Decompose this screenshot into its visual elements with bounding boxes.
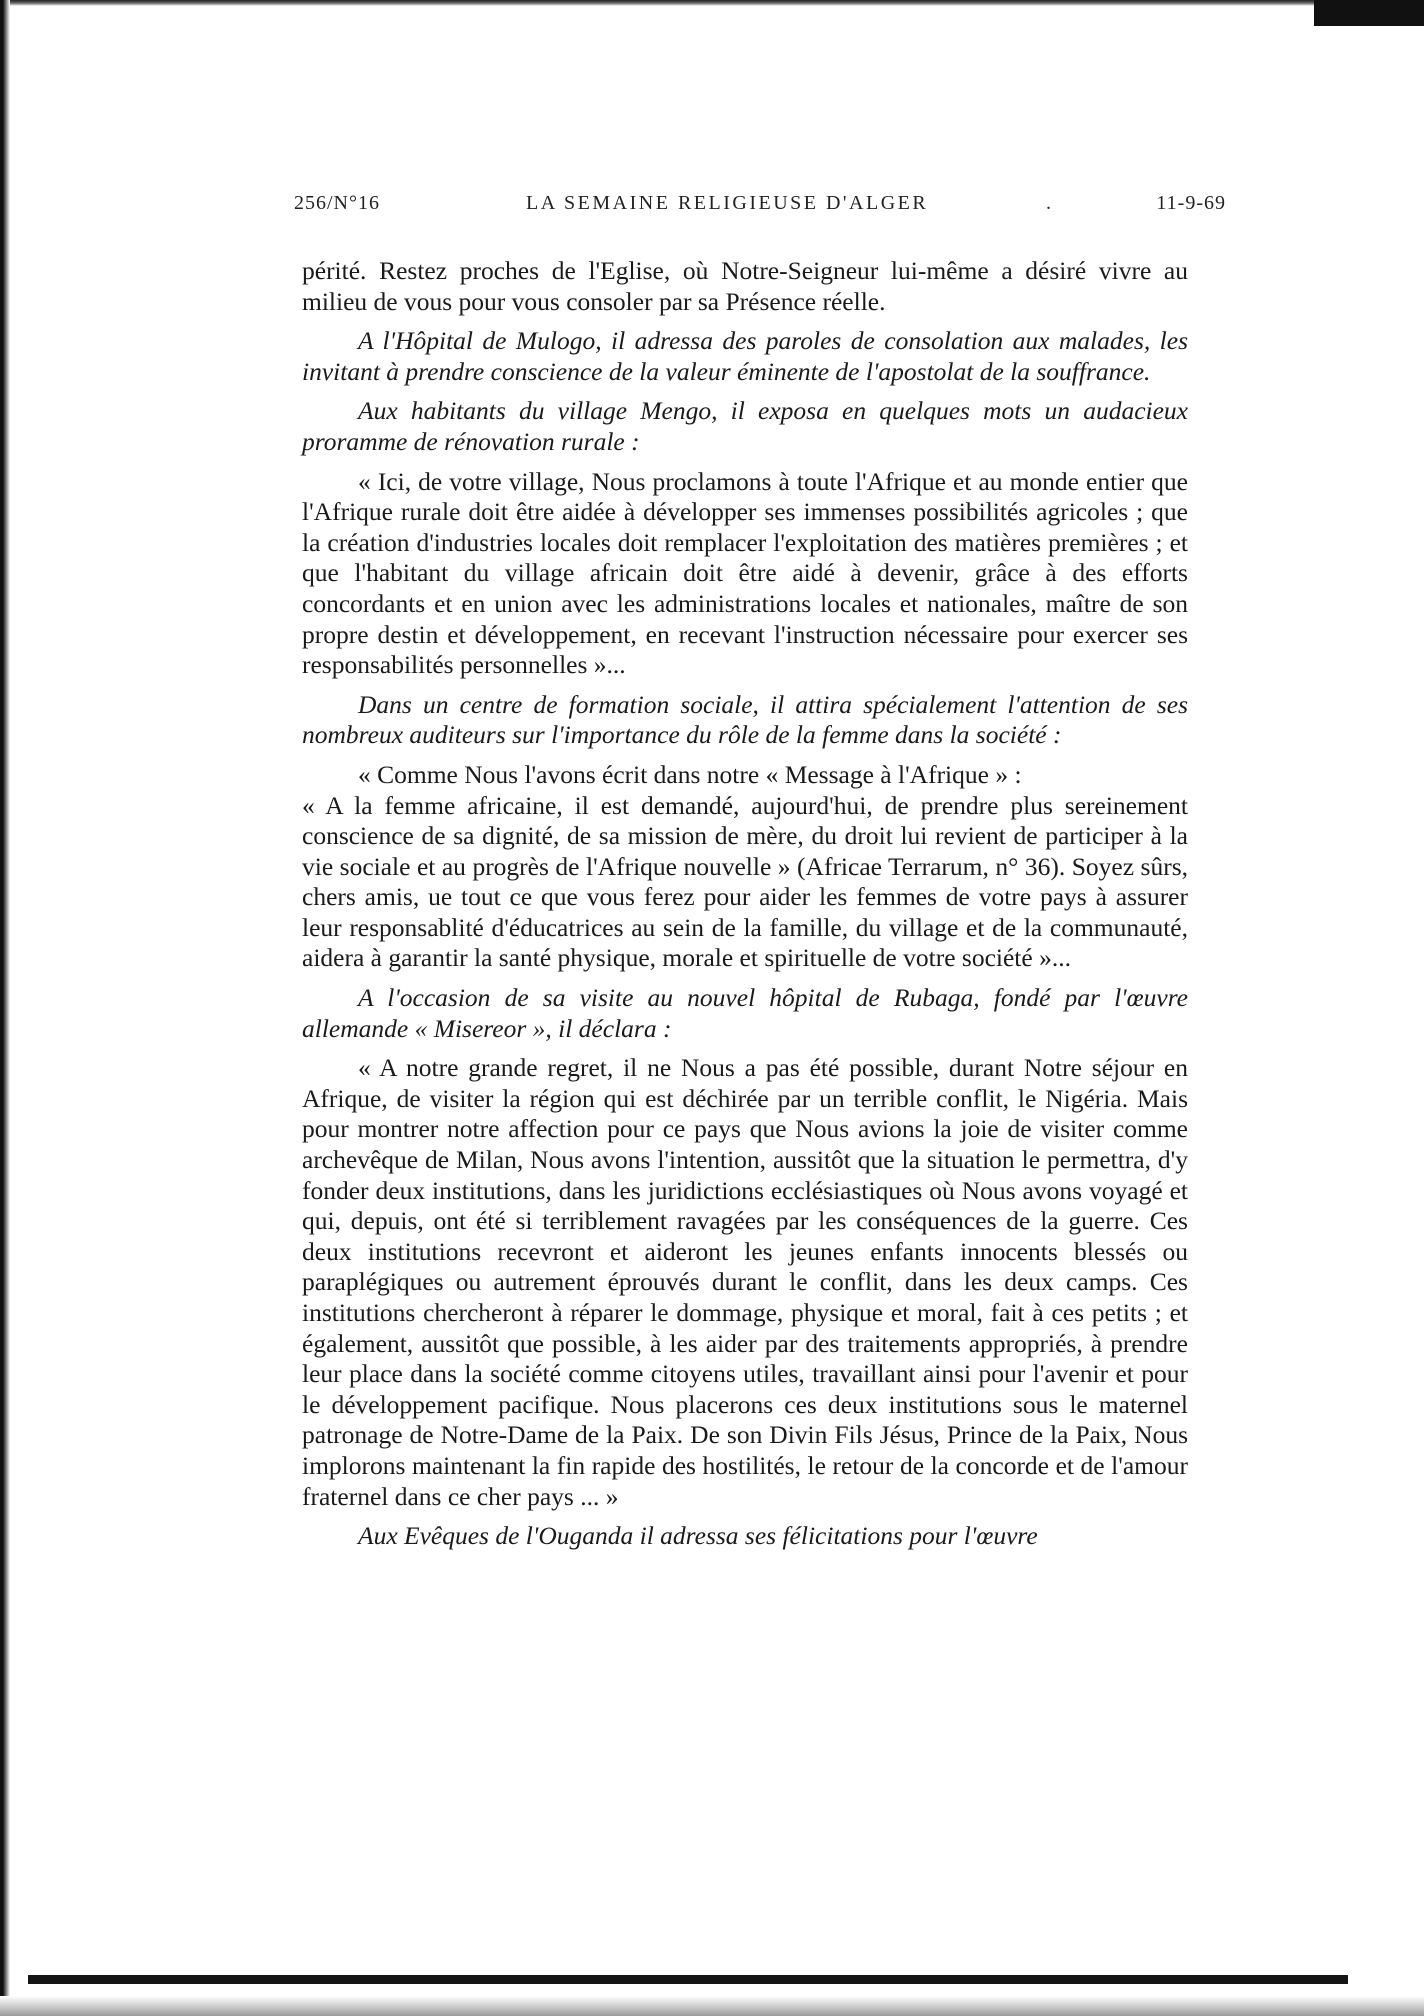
publication-title: LA SEMAINE RELIGIEUSE D'ALGER — [526, 192, 929, 214]
quotation-paragraph: « Ici, de votre village, Nous proclamons à toute l'Afrique et au monde entier que l'Afrique rurale doit être aidée à développer ses immenses possibilités agricoles ; que la création d'industries locales doit remplacer l'exploitation des matières premières ; et que l'habitant du village africain doit être aidé à devenir, grâce à des efforts concordants et en union avec les administrations locales et nationales, maître de son propre destin et développement, en recevant l'instruction nécessaire pour exercer ses responsabilités personnelles »... — [302, 466, 1188, 680]
scan-bottom-edge — [0, 1996, 1424, 2016]
paragraph-italic: A l'Hôpital de Mulogo, il adressa des paroles de consolation aux malades, les invitant à prendre conscience de la valeur éminente de l'apostolat de la souffrance. — [302, 326, 1188, 386]
scan-bottom-rule — [28, 1975, 1348, 1984]
quotation-paragraph: « A notre grande regret, il ne Nous a pas été possible, durant Notre séjour en Afrique, de visiter la région qui est déchirée par un terrible conflit, le Nigéria. Mais pour montrer notre affection pour ce pays que Nous avions la joie de visiter comme archevêque de Milan, Nous avons l'intention, aussitôt que la situation le permettra, d'y fonder deux institutions, dans les juridictions ecclésiastiques où Nous avons voyagé et qui, depuis, ont été si terriblement ravagées par les conséquences de la guerre. Ces deux institutions recevront et aideront les jeunes enfants innocents blessés ou paraplégiques ou autrement éprouvés durant le conflit, dans les deux camps. Ces institutions chercheront à réparer le dommage, physique et moral, fait à ces petits ; et également, aussitôt que possible, à les aider par des traitements appropriés, à prendre leur place dans la société comme citoyens utiles, travaillant ainsi pour l'avenir et pour le développement pacifique. Nous placerons ces deux institutions sous le maternel patronage de Notre-Dame de la Paix. De son Divin Fils Jésus, Prince de la Paix, Nous implorons maintenant la fin rapide des hostilités, le retour de la concorde et de l'amour fraternel dans ce cher pays ... » — [302, 1053, 1188, 1511]
paragraph: périté. Restez proches de l'Eglise, où Notre-Seigneur lui-même a désiré vivre au milieu de vous pour vous consoler par sa Présence réelle. — [302, 256, 1188, 316]
paragraph-italic: Aux Evêques de l'Ouganda il adressa ses félicitations pour l'œuvre — [358, 1521, 1038, 1551]
scan-left-edge — [0, 0, 10, 2016]
article-body — [302, 256, 1188, 1561]
paragraph-italic: Aux habitants du village Mengo, il exposa en quelques mots un audacieux proramme de rénovation rurale : — [302, 396, 1188, 456]
paragraph-italic: Dans un centre de formation sociale, il attira spécialement l'attention de ses nombreux auditeurs sur l'importance du rôle de la femme dans la société : — [302, 689, 1188, 750]
quotation-paragraph: « A la femme africaine, il est demandé, aujourd'hui, de prendre plus sereinement conscience de sa dignité, de sa mission de mère, du droit lui revient de participer à la vie sociale et au progrès de l'Afrique nouvelle » (Africae Terrarum, n° 36). Soyez sûrs, chers amis, ue tout ce que vous ferez pour aider les femmes de votre pays à assurer leur responsablité d'éducatrices au sein de la famille, du village et de la communauté, aidera à garantir la santé physique, morale et spirituelle de votre société »... — [302, 790, 1188, 973]
issue-date: 11-9-69 — [1156, 192, 1226, 214]
header-dot: . — [1046, 192, 1052, 214]
paragraph-italic: A l'occasion de sa visite au nouvel hôpital de Rubaga, fondé par l'œuvre allemande « Misereor », il déclara : — [302, 983, 1188, 1043]
scan-top-edge — [0, 0, 1424, 6]
quotation-paragraph: « Comme Nous l'avons écrit dans notre « Message à l'Afrique » : — [358, 759, 1022, 789]
running-head — [294, 186, 1294, 222]
scan-corner-mark — [1314, 0, 1424, 26]
page-reference: 256/N°16 — [294, 192, 380, 214]
